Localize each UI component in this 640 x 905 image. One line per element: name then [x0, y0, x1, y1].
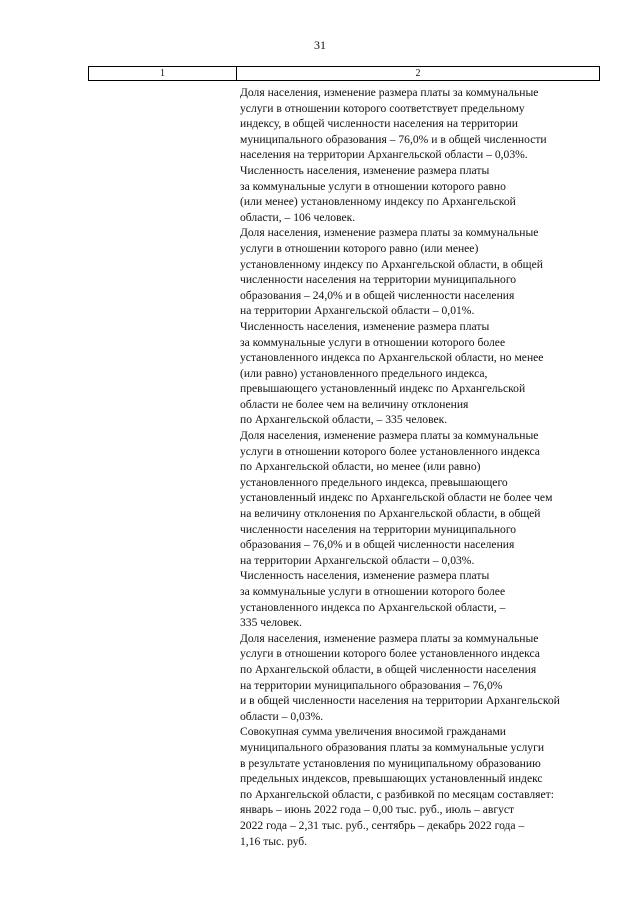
text-line: Численность населения, изменение размера платы — [240, 319, 490, 333]
text-line: Численность населения, изменение размера платы — [240, 569, 490, 583]
text-line: превышающего установленный индекс по Архангельской — [240, 382, 526, 396]
paragraph — [240, 319, 602, 428]
text-line: за коммунальные услуги в отношении которого более — [240, 585, 506, 598]
text-line: по Архангельской области, – 335 человек. — [240, 413, 448, 427]
text-line: услуги в отношении которого соответствует предельному — [240, 101, 525, 115]
text-line: области не более чем на величину отклонения — [240, 397, 469, 411]
paragraph — [240, 428, 602, 568]
text-line: январь – июнь 2022 года – 0,00 тыс. руб., июль – август — [240, 803, 515, 817]
text-line: по Архангельской области, в общей численности населения — [240, 662, 537, 676]
text-line: на величину отклонения по Архангельской области, в общей — [240, 507, 541, 521]
text-line: установленный индекс по Архангельской области не более чем — [240, 491, 553, 505]
column-1-number: 1 — [89, 67, 237, 81]
text-line: за коммунальные услуги в отношении которого более — [240, 335, 506, 349]
paragraph — [240, 631, 602, 725]
text-line: Доля населения, изменение размера платы за коммунальные — [240, 226, 539, 240]
text-line: на территории Архангельской области – 0,03%. — [240, 553, 475, 567]
column-2-number: 2 — [237, 67, 600, 81]
paragraph — [240, 568, 602, 630]
text-line: Совокупная сумма увеличения вносимой гражданами — [240, 725, 506, 739]
text-line: области – 0,03%. — [240, 709, 324, 723]
text-line: численности населения на территории муниципального — [240, 273, 517, 287]
text-line: предельных индексов, превышающих установленный индекс — [240, 772, 543, 786]
text-line: установленному индексу по Архангельской области, в общей — [240, 257, 543, 271]
text-line: по Архангельской области, с разбивкой по месяцам составляет: — [240, 787, 554, 801]
text-line: населения на территории Архангельской области – 0,03%. — [240, 148, 528, 162]
text-line: образования – 76,0% и в общей численности населения — [240, 538, 515, 552]
text-line: установленного индекса по Архангельской области, но менее — [240, 351, 544, 365]
paragraph — [240, 85, 602, 163]
text-line: установленного индекса по Архангельской области, – — [240, 600, 506, 614]
text-line: установленного предельного индекса, превышающего — [240, 475, 508, 489]
paragraph — [240, 724, 602, 849]
text-line: на территории муниципального образования – 76,0% — [240, 678, 503, 692]
text-line: Доля населения, изменение размера платы за коммунальные — [240, 86, 539, 99]
text-line: услуги в отношении которого более установленного индекса — [240, 444, 540, 458]
document-body — [240, 85, 602, 849]
paragraph — [240, 225, 602, 319]
text-line: Доля населения, изменение размера платы за коммунальные — [240, 429, 539, 443]
text-line: услуги в отношении которого более установленного индекса — [240, 647, 540, 661]
text-line: услуги в отношении которого равно (или менее) — [240, 241, 479, 255]
text-line: индексу, в общей численности населения на территории — [240, 117, 518, 131]
text-line: (или равно) установленного предельного индекса, — [240, 366, 488, 380]
column-number-header — [88, 66, 600, 81]
text-line: (или менее) установленному индексу по Архангельской — [240, 195, 516, 209]
text-line: Численность населения, изменение размера платы — [240, 163, 490, 177]
text-line: муниципального образования платы за коммунальные услуги — [240, 740, 545, 754]
text-line: муниципального образования – 76,0% и в общей численности — [240, 132, 547, 146]
text-line: 2022 года – 2,31 тыс. руб., сентябрь – декабрь 2022 года – — [240, 818, 525, 832]
text-line: Доля населения, изменение размера платы за коммунальные — [240, 631, 539, 645]
text-line: 1,16 тыс. руб. — [240, 834, 308, 848]
text-line: области, – 106 человек. — [240, 210, 356, 224]
text-line: численности населения на территории муниципального — [240, 522, 517, 536]
text-line: по Архангельской области, но менее (или равно) — [240, 460, 481, 474]
text-line: и в общей численности населения на территории Архангельской — [240, 694, 560, 708]
text-line: в результате установления по муниципальному образованию — [240, 756, 541, 770]
paragraph — [240, 163, 602, 225]
text-line: за коммунальные услуги в отношении которого равно — [240, 179, 506, 193]
text-line: образования – 24,0% и в общей численности населения — [240, 288, 515, 302]
text-line: 335 человек. — [240, 616, 302, 630]
page-number: 31 — [314, 38, 326, 52]
text-line: на территории Архангельской области – 0,01%. — [240, 304, 475, 318]
